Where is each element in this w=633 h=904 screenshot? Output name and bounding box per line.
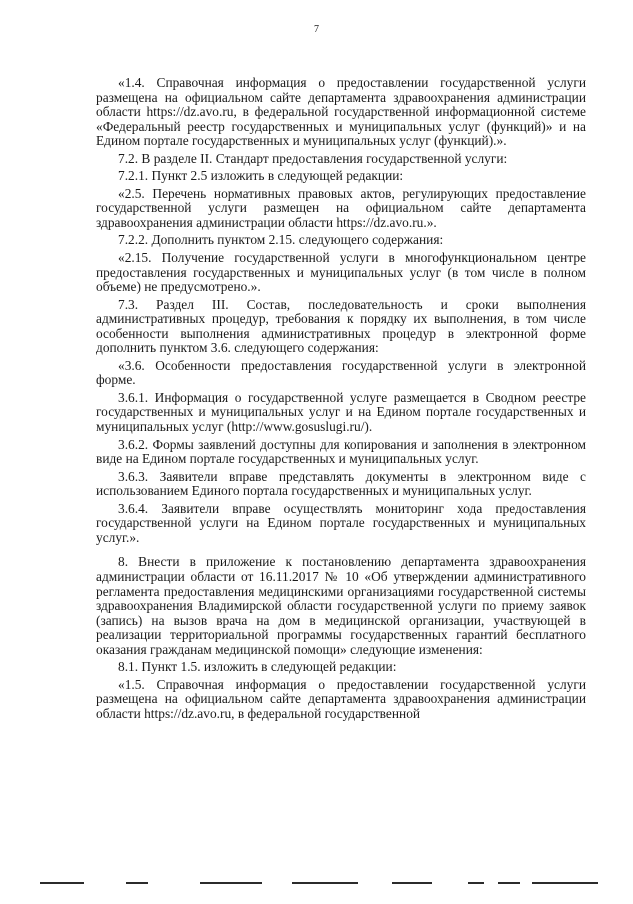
paragraph-7-2-1: 7.2.1. Пункт 2.5 изложить в следующей редакции: — [118, 168, 404, 184]
paragraph-3-6: «3.6. Особенности предоставления государственной услуги в электронной форме. — [96, 357, 586, 388]
paragraph-3-6-1: 3.6.1. Информация о государственной услуге размещается в Сводном реестре государственных и муниципальных услуг и на Едином портале государственных и муниципальных услуг (http://www.gosuslugi.ru/). — [96, 389, 586, 435]
paragraph-1-5: «1.5. Справочная информация о предоставлении государственной услуги размещена на официальном сайте департамента здравоохранения администрации области https://dz.avo.ru, в федеральной государственной — [96, 676, 586, 721]
paragraph-2-15: «2.15. Получение государственной услуги в многофункциональном центре предоставления государственных и муниципальных услуг (в том числе в полном объеме) не предусмотрено.». — [96, 250, 586, 295]
scan-mark — [126, 882, 148, 884]
document-body — [96, 76, 586, 724]
paragraph-7-3: 7.3. Раздел III. Состав, последовательность и сроки выполнения административных процедур, требования к порядку их выполнения, в том числе особенности выполнения административных процедур в электронной форме дополнить пунктом 3.6. следующего содержания: — [96, 296, 586, 356]
page-number: 7 — [314, 24, 319, 35]
scan-mark — [468, 882, 484, 884]
scan-mark — [292, 882, 358, 884]
paragraph-8-1: 8.1. Пункт 1.5. изложить в следующей редакции: — [118, 659, 397, 675]
paragraph-3-6-2: 3.6.2. Формы заявлений доступны для копирования и заполнения в электронном виде на Едином портале государственных и муниципальных услуг. — [96, 436, 586, 467]
scan-mark — [200, 882, 262, 884]
paragraph-8: 8. Внести в приложение к постановлению департамента здравоохранения администрации области от 16.11.2017 № 10 «Об утверждении административного регламента предоставления медицинскими организациями государственной системы здравоохранения Владимирской области государственной услуги по приему заявок (запись) на вызов врача на дом в медицинской организации, участвующей в реализации территориальной программы государственных гарантий бесплатного оказания гражданам медицинской помощи» следующие изменения: — [96, 554, 586, 657]
paragraph-7-2-2: 7.2.2. Дополнить пунктом 2.15. следующего содержания: — [118, 232, 444, 248]
paragraph-3-6-3: 3.6.3. Заявители вправе представлять документы в электронном виде с использованием Единого портала государственных и муниципальных услуг. — [96, 468, 586, 499]
scan-mark — [532, 882, 598, 884]
scan-artifact-marks — [40, 880, 600, 886]
scan-mark — [392, 882, 432, 884]
paragraph-2-5: «2.5. Перечень нормативных правовых актов, регулирующих предоставление государственной услуги размещен на официальном сайте департамента здравоохранения администрации области https://dz.avo.ru.». — [96, 185, 586, 230]
paragraph-1-4: «1.4. Справочная информация о предоставлении государственной услуги размещена на официальном сайте департамента здравоохранения администрации области https://dz.avo.ru, в федеральной государственной информационной системе «Федеральный реестр государственных и муниципальных услуг (функций)» и на Едином портале государственных и муниципальных услуг (функций).». — [96, 75, 586, 149]
paragraph-3-6-4: 3.6.4. Заявители вправе осуществлять мониторинг хода предоставления государственной услуги на Едином портале государственных и муниципальных услуг.». — [96, 500, 586, 545]
scan-mark — [40, 882, 84, 884]
paragraph-7-2: 7.2. В разделе II. Стандарт предоставления государственной услуги: — [118, 150, 508, 166]
scan-mark — [498, 882, 520, 884]
